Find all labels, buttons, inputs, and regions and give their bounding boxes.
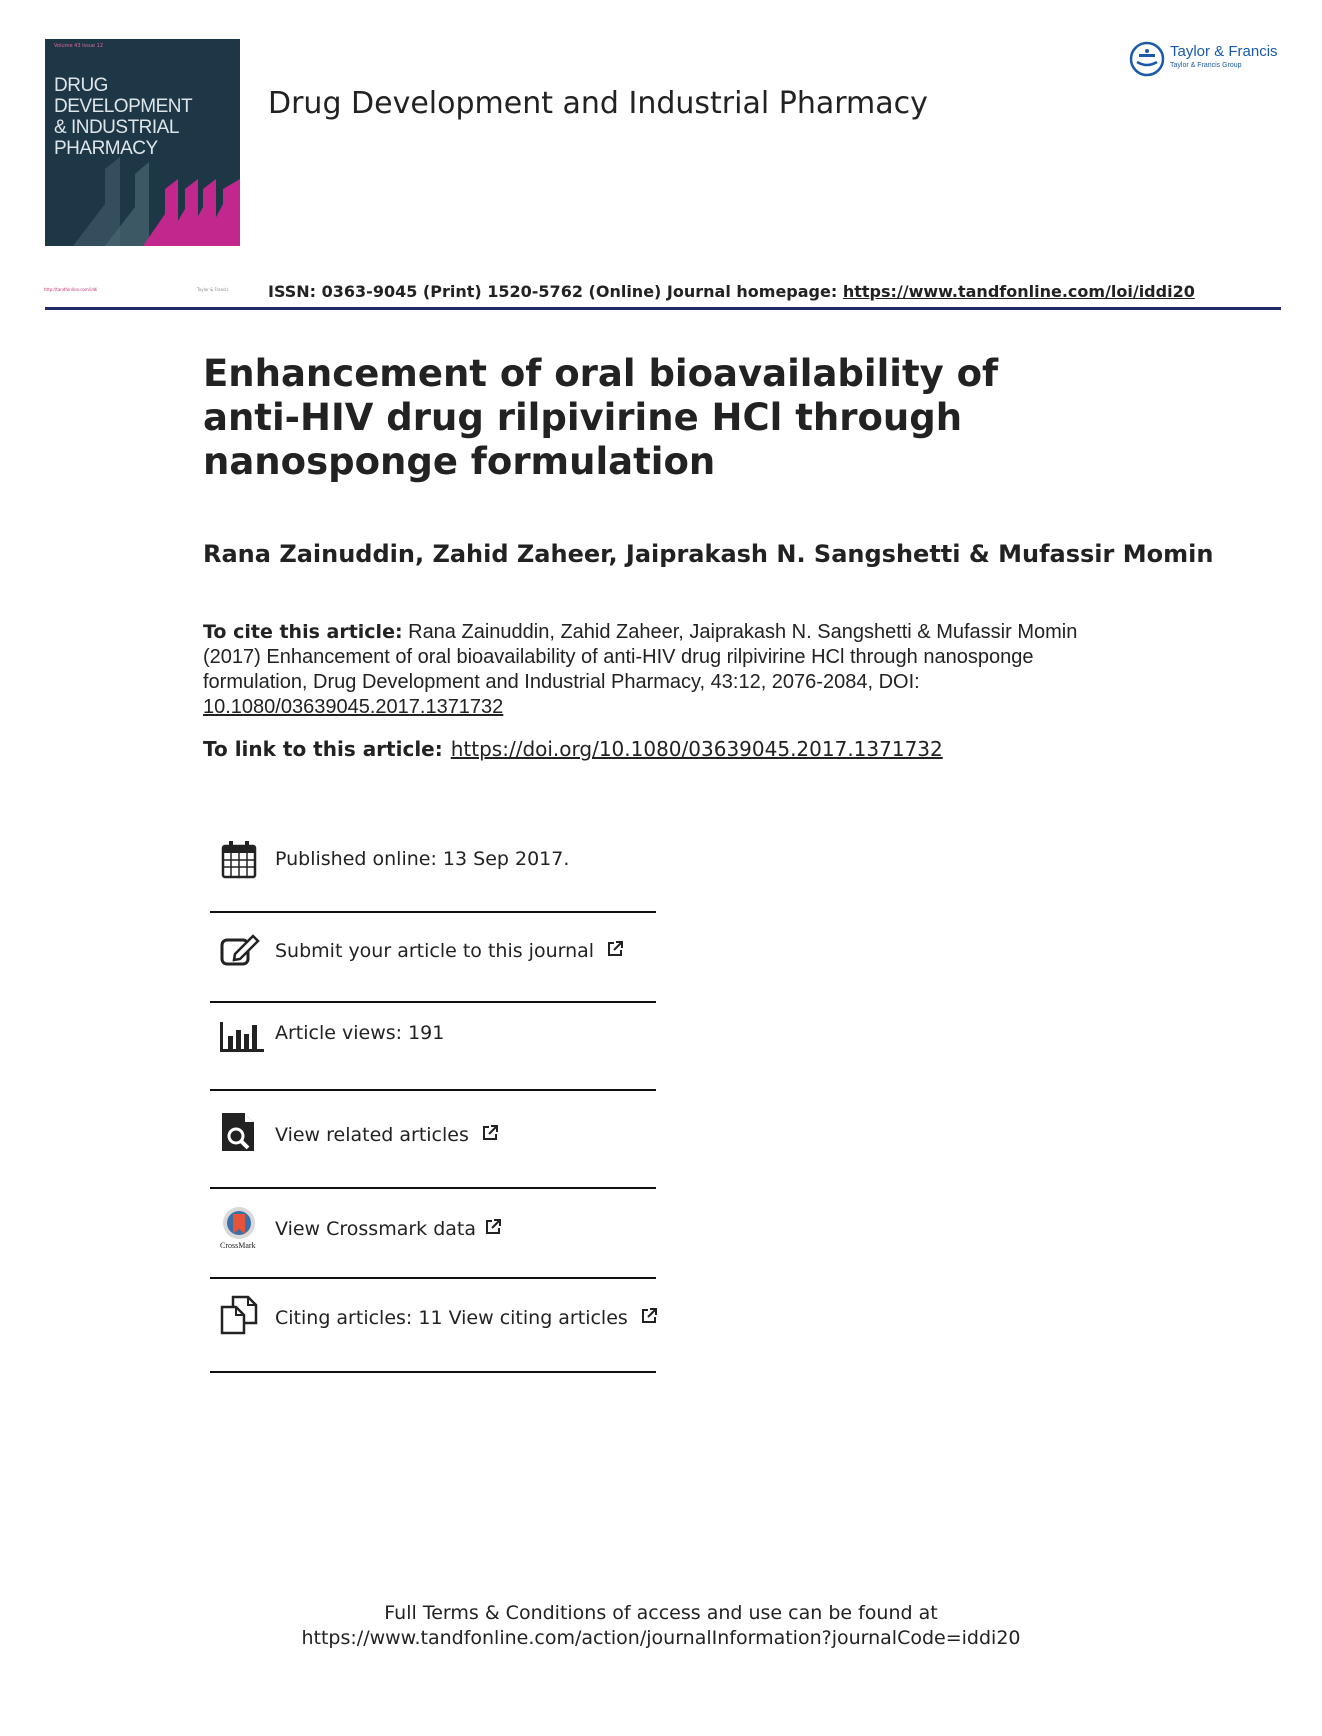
related-articles-label: View related articles xyxy=(275,1124,469,1146)
journal-homepage-link[interactable]: https://www.tandfonline.com/loi/iddi20 xyxy=(842,282,1195,301)
external-link-icon xyxy=(484,1218,502,1236)
small-publisher-logo: Taylor & Francis xyxy=(197,287,229,292)
edit-icon xyxy=(220,932,260,968)
publisher-logo-icon xyxy=(1128,40,1166,78)
publisher-name: Taylor & Francis xyxy=(1170,43,1278,60)
citing-articles-label: Citing articles: 11 View citing articles xyxy=(275,1307,628,1329)
published-date: Published online: 13 Sep 2017. xyxy=(275,848,570,870)
copy-documents-icon xyxy=(220,1295,260,1335)
cover-title-line: & INDUSTRIAL xyxy=(54,117,179,138)
external-link-icon xyxy=(640,1307,658,1325)
journal-cover xyxy=(45,39,240,246)
article-doi-link[interactable]: https://doi.org/10.1080/03639045.2017.1371732 xyxy=(450,737,943,761)
article-title: Enhancement of oral bioavailability of anti-HIV drug rilpivirine HCl through nanosponge formulation xyxy=(203,352,999,483)
cover-title xyxy=(54,75,240,159)
external-link-icon xyxy=(481,1124,499,1142)
divider xyxy=(210,1277,656,1279)
issn-line xyxy=(268,282,1195,301)
journal-name: Drug Development and Industrial Pharmacy xyxy=(268,86,928,121)
citation-doi-link[interactable]: 10.1080/03639045.2017.1371732 xyxy=(203,696,504,718)
bar-chart-icon xyxy=(220,1022,264,1054)
footer-terms-text: Full Terms & Conditions of access and use can be found at xyxy=(384,1602,938,1624)
cover-title-line: PHARMACY xyxy=(54,138,158,159)
cover-title-line: DRUG DEVELOPMENT xyxy=(54,75,193,117)
article-link-label: To link to this article: xyxy=(203,737,443,761)
external-link-icon xyxy=(606,940,624,958)
publisher-subtitle: Taylor & Francis Group xyxy=(1170,62,1242,69)
issn-text: ISSN: 0363-9045 (Print) 1520-5762 (Online) Journal homepage: xyxy=(268,282,843,301)
divider xyxy=(210,1187,656,1189)
divider xyxy=(210,911,656,913)
citation-text: Rana Zainuddin, Zahid Zaheer, Jaiprakash N. Sangshetti & Mufassir Momin (2017) Enhancement of oral bioavailability of anti-HIV drug rilpivirine HCl through nanosponge formulation, Drug Development and Industrial Pharmacy, 43:12, 2076-2084, DOI: xyxy=(203,621,1078,693)
submit-article-label: Submit your article to this journal xyxy=(275,940,595,962)
article-link-line xyxy=(203,737,943,761)
divider xyxy=(210,1001,656,1003)
calendar-icon xyxy=(220,840,258,880)
crossmark-label: View Crossmark data xyxy=(275,1218,477,1240)
header-rule xyxy=(45,307,1281,310)
document-search-icon xyxy=(220,1112,256,1152)
submit-article-link[interactable] xyxy=(275,940,624,962)
crossmark-icon xyxy=(220,1206,262,1250)
cover-issue: Volume 43 Issue 12 xyxy=(54,43,104,49)
related-articles-link[interactable] xyxy=(275,1124,499,1146)
crossmark-link[interactable] xyxy=(275,1218,502,1240)
divider xyxy=(210,1371,656,1373)
divider xyxy=(210,1089,656,1091)
crossmark-badge-text: CrossMark xyxy=(220,1241,256,1250)
publisher-logo[interactable] xyxy=(1128,40,1283,80)
article-authors: Rana Zainuddin, Zahid Zaheer, Jaiprakash N. Sangshetti & Mufassir Momin xyxy=(203,540,1214,568)
citation-block xyxy=(203,620,1083,720)
citing-articles-link[interactable] xyxy=(275,1307,658,1329)
footer-terms-link[interactable]: https://www.tandfonline.com/action/journalInformation?journalCode=iddi20 xyxy=(301,1627,1021,1649)
cover-link[interactable]: http://tandfonline.com/iddi xyxy=(44,287,98,292)
footer xyxy=(0,1601,1322,1651)
citation-label: To cite this article: xyxy=(203,621,403,643)
article-views: Article views: 191 xyxy=(275,1022,445,1044)
